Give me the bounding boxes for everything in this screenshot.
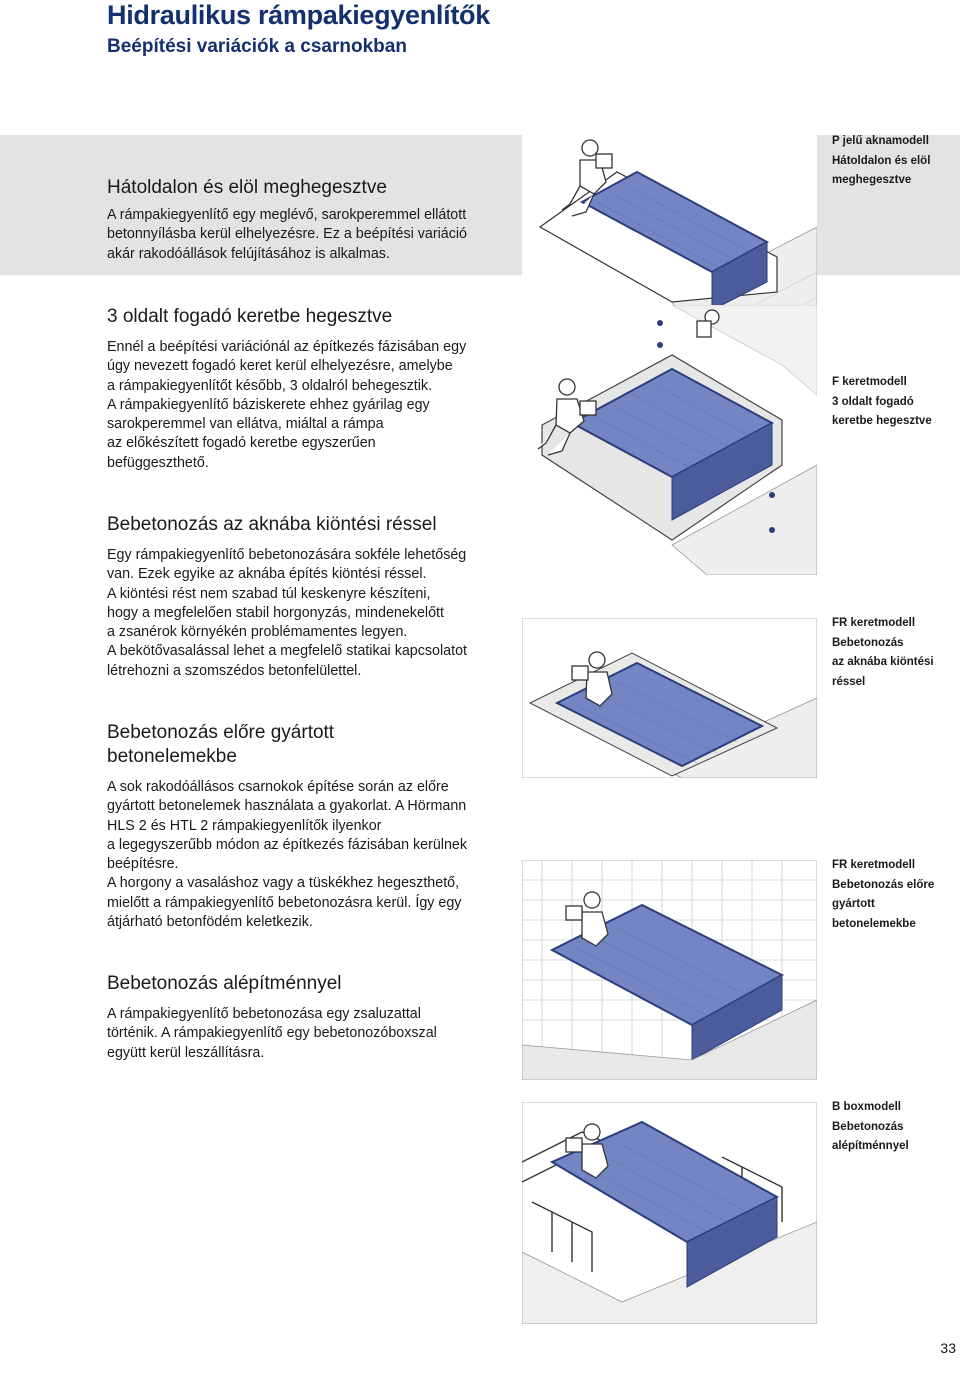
section-3-line: a zsanérok környékén problémamentes legyen. xyxy=(107,624,408,641)
section-4-heading xyxy=(107,721,527,769)
section-2-line: sarokperemmel van ellátva, miáltal a rámpa xyxy=(107,416,384,433)
section-2-line: az előkészített fogadó keretbe egyszerűen xyxy=(107,435,376,452)
section-5-line: történik. A rámpakiegyenlítő egy bebetonozóboxszal xyxy=(107,1025,437,1042)
section-4-heading-line: Bebetonozás előre gyártott xyxy=(107,722,335,743)
section-5-text xyxy=(107,1005,527,1063)
page-title: Hidraulikus rámpakiegyenlítők xyxy=(107,0,490,30)
section-4-line: gyártott betonelemek használata a gyakorlat. A Hörmann xyxy=(107,798,467,815)
caption-line: betonelemekbe xyxy=(832,917,916,930)
section-3-line: A bekötővasalással lehet a megfelelő statikai kapcsolatot xyxy=(107,643,468,660)
illustration-precast xyxy=(522,860,817,1080)
section-4-line: átjárható betonfödém keletkezik. xyxy=(107,914,313,931)
section-2-line: A rámpakiegyenlítő báziskerete ehhez gyárilag egy xyxy=(107,396,430,413)
caption-line: FR keretmodell xyxy=(832,859,916,871)
section-2-line: befüggeszthető. xyxy=(107,454,209,471)
caption-1 xyxy=(832,132,957,191)
caption-line: Bebetonozás xyxy=(832,636,904,649)
section-1-line: betonnyílásba kerül elhelyezésre. Ez a beépítési variáció xyxy=(107,226,468,243)
section-4-line: A horgony a vasaláshoz vagy a tüskékhez hegeszthető, xyxy=(107,875,460,892)
caption-line: réssel xyxy=(832,675,866,688)
section-3-text xyxy=(107,546,527,681)
section-3-line: van. Ezek egyike az aknába építés kiöntési réssel. xyxy=(107,566,427,583)
page-number: 33 xyxy=(940,1340,956,1356)
section-2-heading: 3 oldalt fogadó keretbe hegesztve xyxy=(107,306,393,327)
section-2-line: úgy nevezett fogadó keret kerül elhelyezésre, amelybe xyxy=(107,358,453,375)
section-5-heading: Bebetonozás alépítménnyel xyxy=(107,973,342,994)
caption-2 xyxy=(832,373,957,432)
section-4-heading-line: betonelemekbe xyxy=(107,746,237,767)
caption-5 xyxy=(832,1098,957,1157)
illustration-pour-gap xyxy=(522,618,817,778)
caption-line: B boxmodell xyxy=(832,1101,902,1113)
section-4-line: A sok rakodóállásos csarnokok építése során az előre xyxy=(107,779,449,795)
section-4-line: HLS 2 és HTL 2 rámpakiegyenlítők ilyenkor xyxy=(107,817,382,834)
caption-4 xyxy=(832,856,957,934)
caption-line: Bebetonozás előre xyxy=(832,878,935,891)
section-4-line: beépítésre. xyxy=(107,856,179,873)
section-5-line: A rámpakiegyenlítő bebetonozása egy zsaluzattal xyxy=(107,1006,421,1022)
section-2-line: Ennél a beépítési variációnál az építkezés fázisában egy xyxy=(107,339,467,355)
section-2-text xyxy=(107,338,527,473)
section-4-text xyxy=(107,778,527,932)
caption-line: gyártott xyxy=(832,898,875,910)
caption-line: 3 oldalt fogadó xyxy=(832,395,914,408)
section-3-line: létrehozni a szomszédos betonfelülettel. xyxy=(107,662,362,679)
caption-line: az aknába kiöntési xyxy=(832,656,934,668)
caption-line: alépítménnyel xyxy=(832,1140,909,1152)
illustration-box-model xyxy=(522,1102,817,1324)
section-1-line: A rámpakiegyenlítő egy meglévő, sarokperemmel ellátott xyxy=(107,207,467,223)
caption-line: FR keretmodell xyxy=(832,617,916,629)
caption-3 xyxy=(832,614,957,692)
caption-line: Bebetonozás xyxy=(832,1120,904,1133)
caption-line: keretbe hegesztve xyxy=(832,415,932,427)
section-3-line: A kiöntési rést nem szabad túl keskenyre készíteni, xyxy=(107,585,431,602)
section-2-line: a rámpakiegyenlítőt később, 3 oldalról behegesztik. xyxy=(107,377,433,394)
caption-line: meghegesztve xyxy=(832,174,912,186)
section-1-text xyxy=(107,206,527,264)
section-3-heading: Bebetonozás az aknába kiöntési réssel xyxy=(107,514,437,535)
section-5-line: együtt kerül leszállításra. xyxy=(107,1044,265,1061)
section-3-line: hogy a megfelelően stabil horgonyzás, mindenekelőtt xyxy=(107,604,444,621)
caption-line: Hátoldalon és elöl xyxy=(832,154,931,167)
section-3-line: Egy rámpakiegyenlítő bebetonozására sokféle lehetőség xyxy=(107,547,467,563)
illustration-frame-model xyxy=(522,305,817,575)
page-subtitle: Beépítési variációk a csarnokban xyxy=(107,36,407,57)
section-4-line: mielőtt a rámpakiegyenlítő bebetonozásra kerül. Így egy xyxy=(107,894,462,911)
section-1-heading: Hátoldalon és elöl meghegesztve xyxy=(107,177,387,198)
caption-line: F keretmodell xyxy=(832,376,907,388)
section-1-line: akár rakodóállások felújításához is alkalmas. xyxy=(107,245,390,262)
caption-line: P jelű aknamodell xyxy=(832,135,929,147)
section-4-line: a legegyszerűbb módon az építkezés fázisában kerülnek xyxy=(107,836,468,853)
